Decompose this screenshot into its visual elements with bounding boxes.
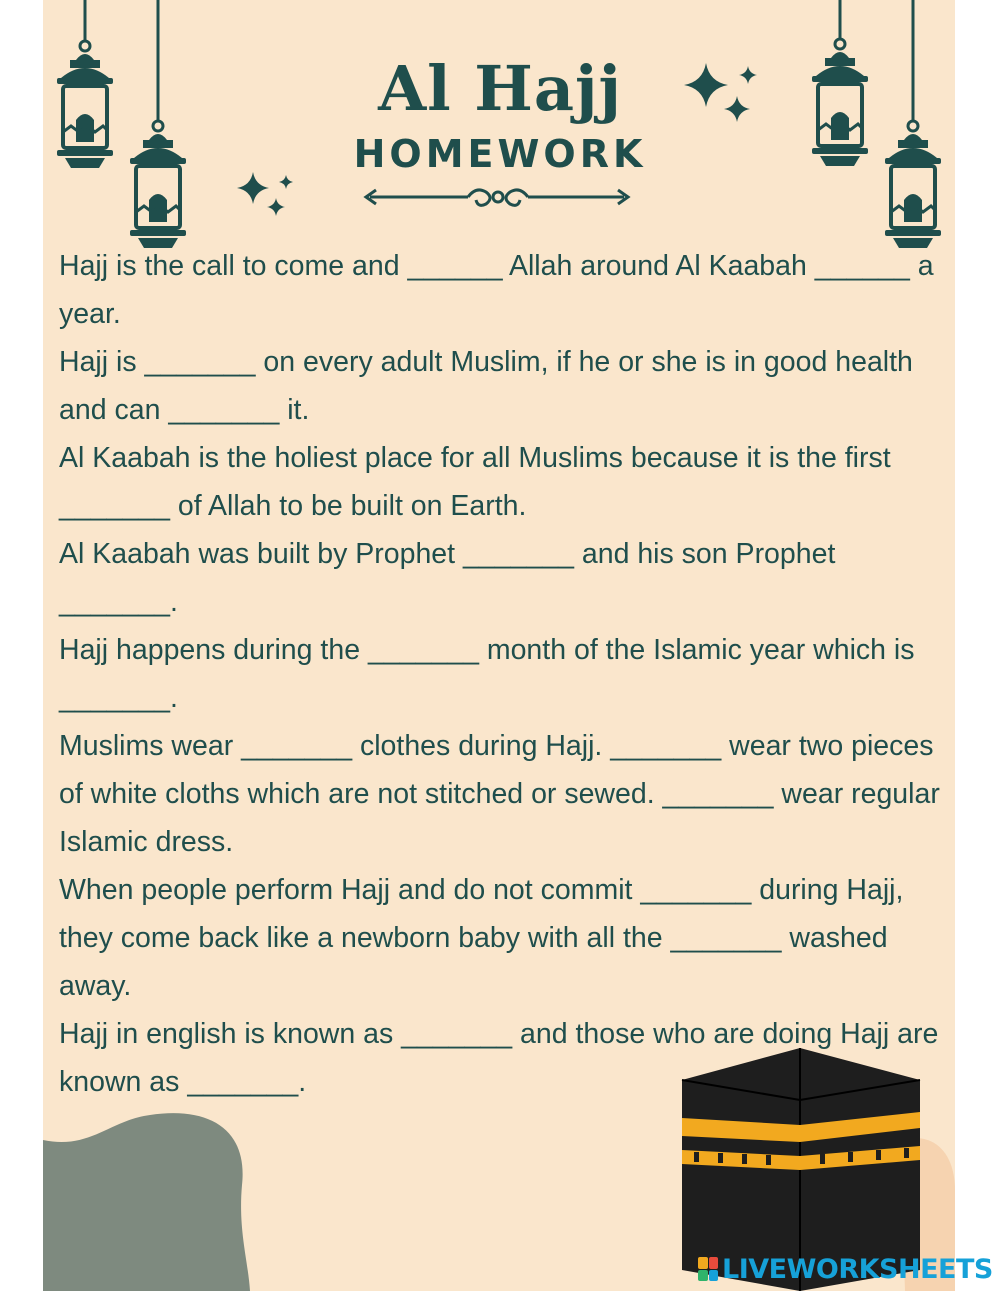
- brand-logo-icon: [698, 1257, 718, 1281]
- sparkle-icon: [237, 172, 293, 216]
- question-item: Hajj is the call to come and ______ Allah around Al Kaabah ______ a year.: [59, 250, 934, 330]
- decorative-blob: [43, 1113, 250, 1291]
- brand-name: LIVEWORKSHEETS: [722, 1253, 993, 1285]
- question-item: When people perform Hajj and do not commit _______ during Hajj, they come back like a newborn baby with all the _______ washed away.: [59, 874, 904, 1002]
- question-item: Hajj happens during the _______ month of the Islamic year which is _______.: [59, 634, 915, 714]
- question-item: Muslims wear _______ clothes during Hajj. _______ wear two pieces of white cloths which are not stitched or sewed. _______ wear regular Islamic dress.: [59, 730, 940, 858]
- question-item: Hajj in english is known as _______ and those who are doing Hajj are known as _______.: [59, 1018, 939, 1098]
- brand-watermark: [698, 1254, 993, 1284]
- flourish-divider-icon: [366, 190, 628, 205]
- question-item: Hajj is _______ on every adult Muslim, if he or she is in good health and can _______ it.: [59, 346, 913, 426]
- question-item: Al Kaabah is the holiest place for all Muslims because it is the first _______ of Allah to be built on Earth.: [59, 442, 891, 522]
- page-title: Al Hajj: [378, 52, 622, 125]
- page-subtitle: HOMEWORK: [353, 132, 647, 176]
- question-item: Al Kaabah was built by Prophet _______ and his son Prophet _______.: [59, 538, 836, 618]
- questions-list: [59, 242, 949, 1106]
